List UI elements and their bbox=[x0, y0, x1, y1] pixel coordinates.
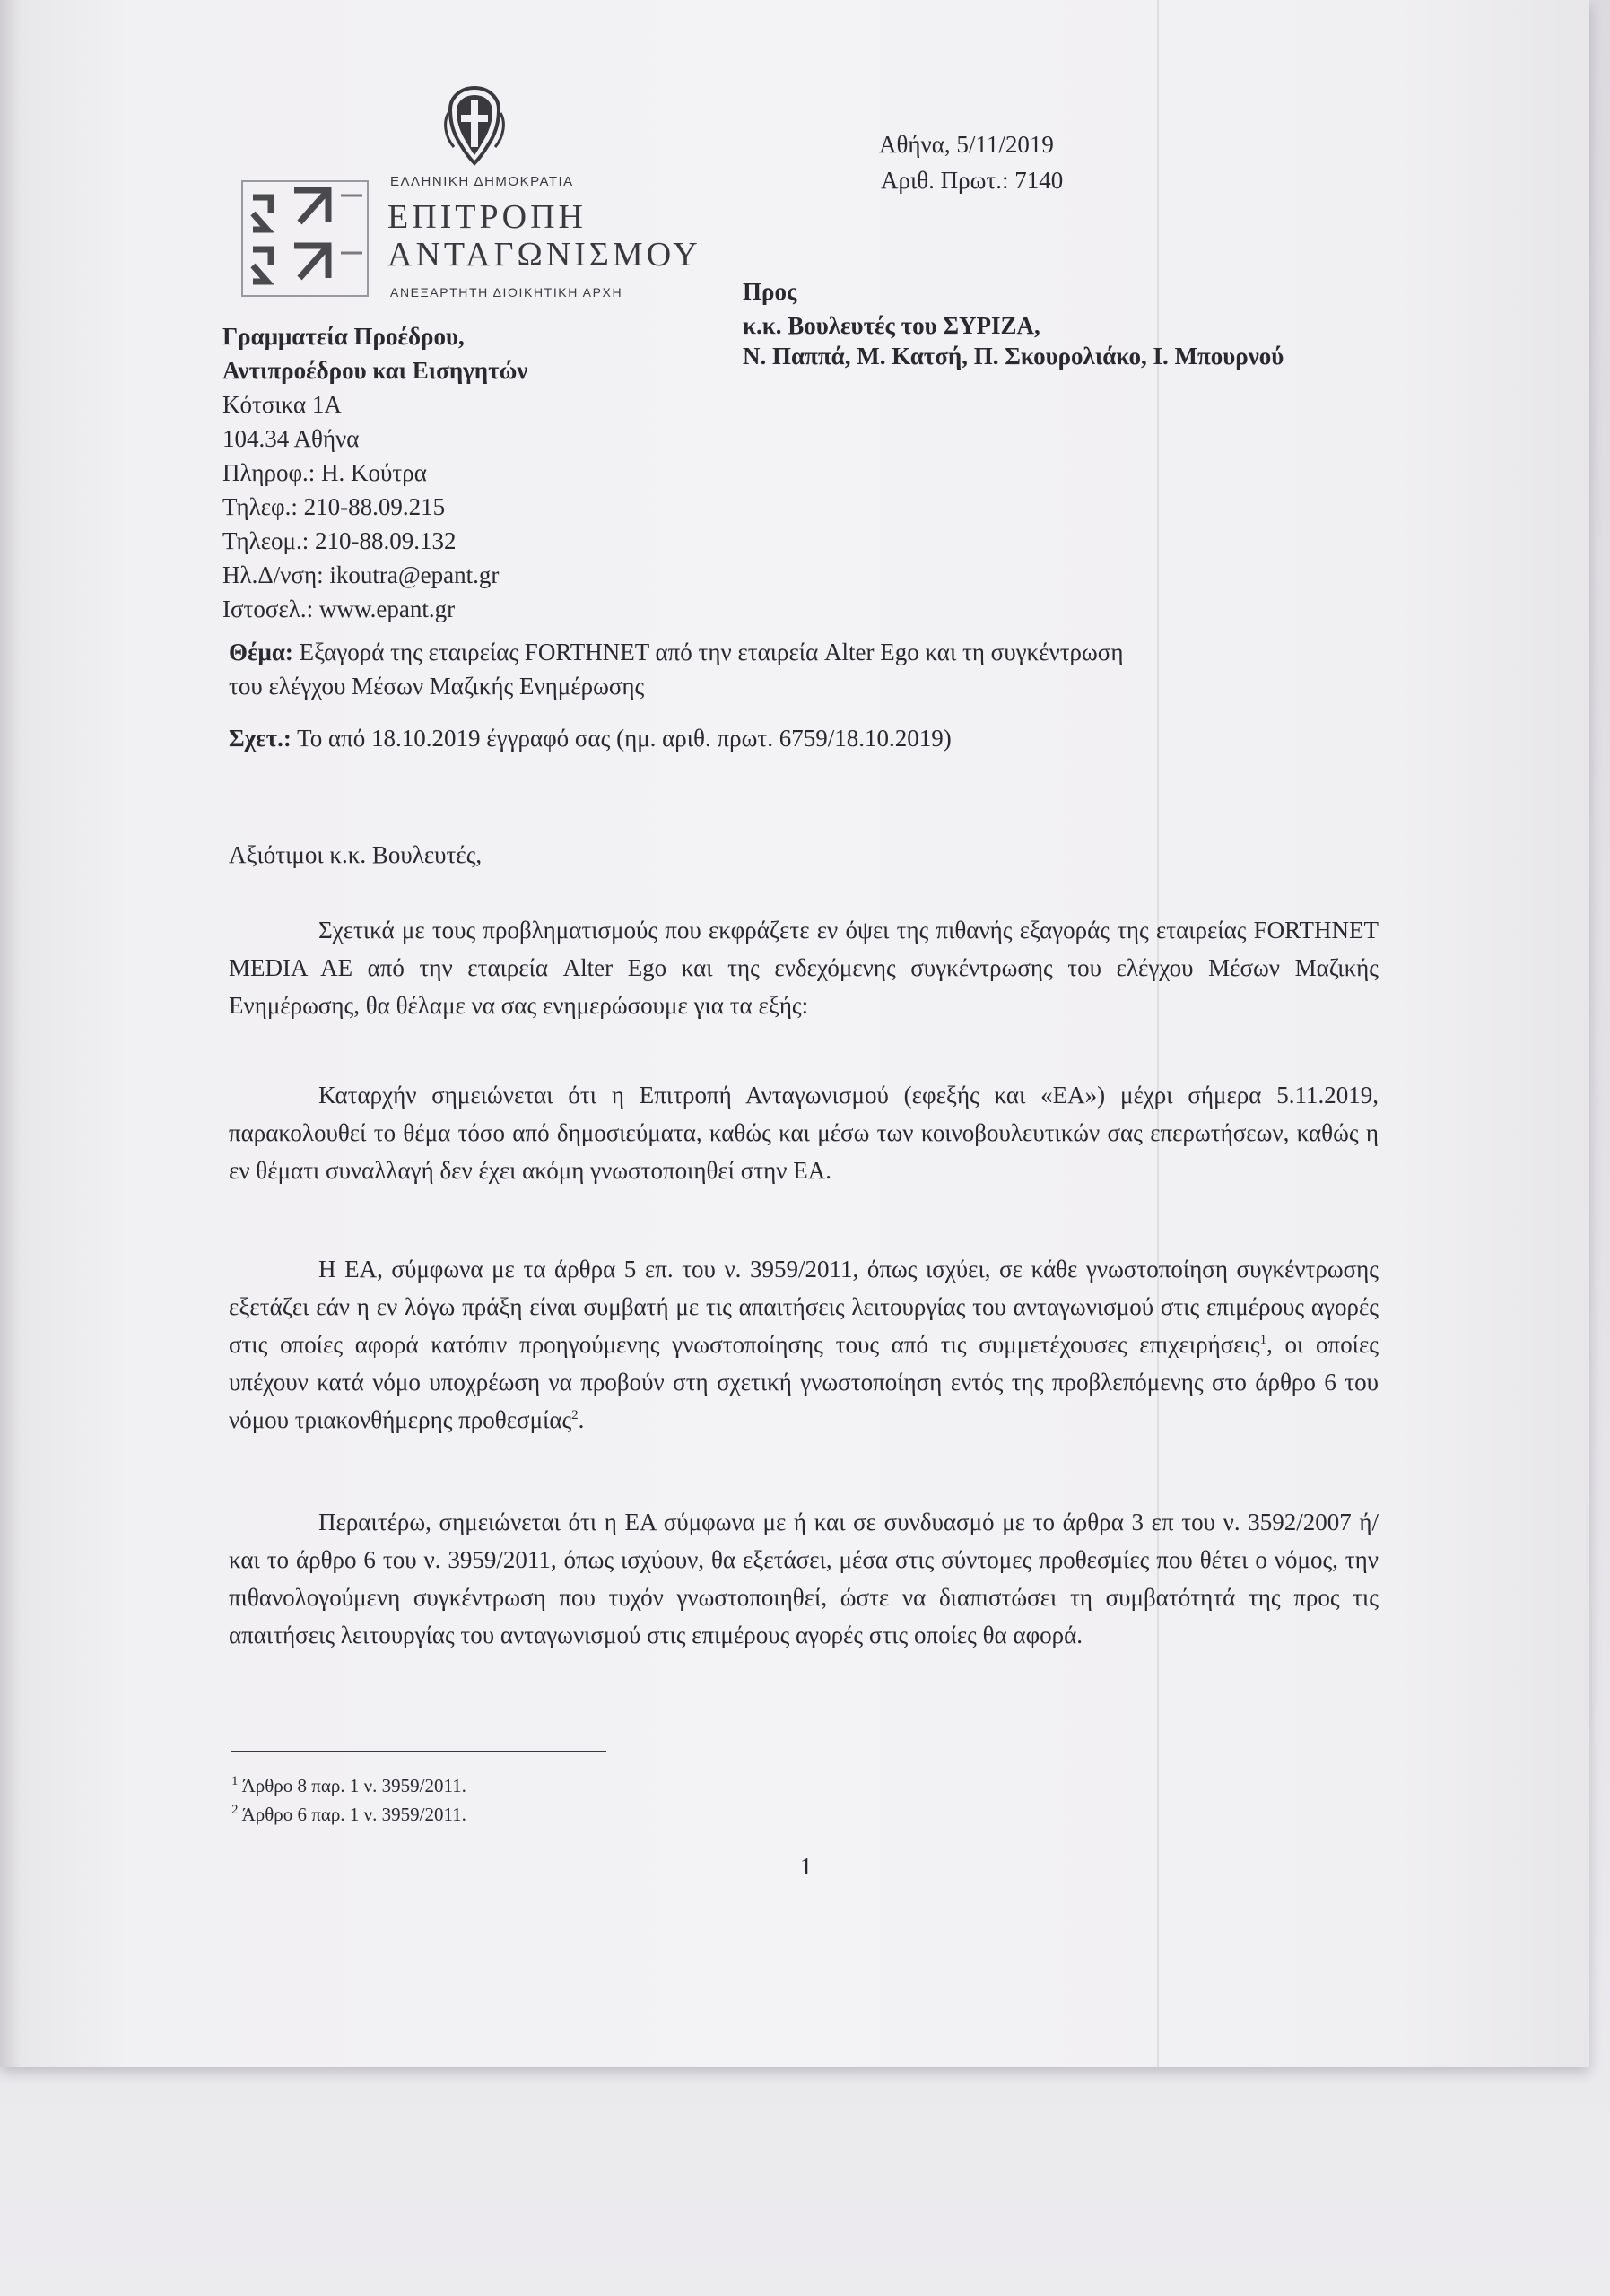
sender-fax: Τηλεομ.: 210-88.09.132 bbox=[222, 527, 457, 554]
page-fold-line bbox=[1157, 0, 1159, 2067]
page-number: 1 bbox=[800, 1853, 813, 1880]
footnote-ref-1: 1 bbox=[1259, 1333, 1267, 1347]
footnote-separator bbox=[231, 1751, 606, 1752]
org-name-line1: ΕΠΙΤΡΟΠΗ bbox=[387, 198, 587, 236]
sender-website: Ιστοσελ.: www.epant.gr bbox=[222, 596, 456, 622]
paragraph-1: Σχετικά με τους προβληματισμούς που εκφράζετε εν όψει της πιθανής εξαγοράς της εταιρείας FORTHNET MEDIA AE από την εταιρεία Alter Ego και της ενδεχόμενης συγκέντρωσης του ελέγχου Μέσων Μαζικής Ενημέρωσης, θα θέλαμε να σας ενημερώσουμε για τα εξής: bbox=[229, 917, 1379, 1019]
reference-line bbox=[229, 721, 952, 755]
salutation: Αξιότιμοι κ.κ. Βουλευτές, bbox=[229, 841, 483, 868]
footnote-2-number: 2 bbox=[231, 1803, 239, 1817]
sender-line1: Γραμματεία Προέδρου, bbox=[222, 323, 465, 350]
footnote-1 bbox=[231, 1772, 466, 1799]
footnote-1-text: Άρθρο 8 παρ. 1 ν. 3959/2011. bbox=[238, 1775, 466, 1796]
subject-text1: Εξαγορά της εταιρείας FORTHNET από την εταιρεία Alter Ego και τη συγκέντρωση bbox=[292, 639, 1124, 665]
sender-address: Κότσικα 1Α bbox=[222, 391, 342, 418]
footnote-ref-2: 2 bbox=[571, 1408, 579, 1422]
reference-text: Το από 18.10.2019 έγγραφό σας (ημ. αριθ. πρωτ. 6759/18.10.2019) bbox=[291, 725, 952, 752]
country-label: ΕΛΛΗΝΙΚΗ ΔΗΜΟΚΡΑΤΙΑ bbox=[390, 174, 574, 189]
paragraph-3-part1: Η ΕΑ, σύμφωνα με τα άρθρα 5 επ. του ν. 3959/2011, όπως ισχύει, σε κάθε γνωστοποίηση συγκέντρωσης εξετάζει εάν η εν λόγω πράξη είναι συμβατή με τις απαιτήσεις λειτουργίας του ανταγωνισμού στις επιμέρους αγορές στις οποίες αφορά κατόπιν προηγούμενης γνωστοποίησης τους από τις συμμετέχουσες επιχειρήσεις bbox=[229, 1256, 1379, 1358]
commission-logo-icon bbox=[240, 178, 375, 303]
recipient-line1: κ.κ. Βουλευτές του ΣΥΡΙΖΑ, bbox=[743, 312, 1040, 339]
footnote-1-number: 1 bbox=[231, 1774, 239, 1788]
recipient-label: Προς bbox=[743, 278, 797, 305]
sender-city: 104.34 Αθήνα bbox=[222, 425, 360, 452]
page-edge-shadow bbox=[0, 0, 22, 2067]
footnote-2-text: Άρθρο 6 παρ. 1 ν. 3959/2011. bbox=[238, 1804, 466, 1825]
sender-line2: Αντιπροέδρου και Εισηγητών bbox=[222, 357, 528, 384]
paragraph-3 bbox=[229, 1250, 1379, 1439]
sender-phone: Τηλεφ.: 210-88.09.215 bbox=[222, 493, 446, 520]
paragraph-2: Καταρχήν σημειώνεται ότι η Επιτροπή Ανταγωνισμού (εφεξής και «ΕΑ») μέχρι σήμερα 5.11.2019, παρακολουθεί το θέμα τόσο από δημοσιεύματα, καθώς και μέσω των κοινοβουλευτικών σας επερωτήσεων, καθώς η εν θέματι συναλλαγή δεν έχει ακόμη γνωστοποιηθεί στην ΕΑ. bbox=[229, 1082, 1379, 1184]
protocol-number: Αριθ. Πρωτ.: 7140 bbox=[881, 167, 1064, 194]
subject-line2: του ελέγχου Μέσων Μαζικής Ενημέρωσης bbox=[229, 673, 645, 700]
paragraph-3-part3: . bbox=[578, 1406, 585, 1433]
org-subtitle: ΑΝΕΞΑΡΤΗΤΗ ΔΙΟΙΚΗΤΙΚΗ ΑΡΧΗ bbox=[390, 285, 623, 300]
footnote-2 bbox=[231, 1801, 466, 1828]
sender-info: Πληροφ.: Η. Κούτρα bbox=[222, 459, 427, 486]
coat-of-arms-icon bbox=[439, 83, 509, 169]
paragraph-3-part2: , οι οποίες υπέχουν κατά νόμο υποχρέωση να προβούν στη σχετική γνωστοποίηση εντός της προβλεπόμενης στο άρθρο 6 του νόμου τριακονθήμερης προθεσμίας bbox=[229, 1331, 1379, 1433]
subject-line1 bbox=[229, 635, 1123, 669]
paragraph-4: Περαιτέρω, σημειώνεται ότι η ΕΑ σύμφωνα με ή και σε συνδυασμό με το άρθρα 3 επ του ν. 3592/2007 ή/ και το άρθρο 6 του ν. 3959/2011, όπως ισχύουν, θα εξετάσει, μέσα στις σύντομες προθεσμίες που θέτει ο νόμος, την πιθανολογούμενη συγκέντρωση που τυχόν γνωστοποιηθεί, ώστε να διαπιστώσει τη συμβατότητά της προς τις απαιτήσεις λειτουργίας του ανταγωνισμού στις επιμέρους αγορές στις οποίες θα αφορά. bbox=[229, 1509, 1379, 1648]
org-name-line2: ΑΝΤΑΓΩΝΙΣΜΟΥ bbox=[387, 236, 701, 274]
subject-label: Θέμα: bbox=[229, 639, 293, 665]
place-date: Αθήνα, 5/11/2019 bbox=[879, 131, 1054, 158]
recipient-line2: Ν. Παππά, Μ. Κατσή, Π. Σκουρολιάκο, Ι. Μπουρνού bbox=[743, 343, 1284, 370]
sender-email: Ηλ.Δ/νση: ikoutra@epant.gr bbox=[222, 561, 500, 588]
reference-label: Σχετ.: bbox=[229, 725, 292, 752]
